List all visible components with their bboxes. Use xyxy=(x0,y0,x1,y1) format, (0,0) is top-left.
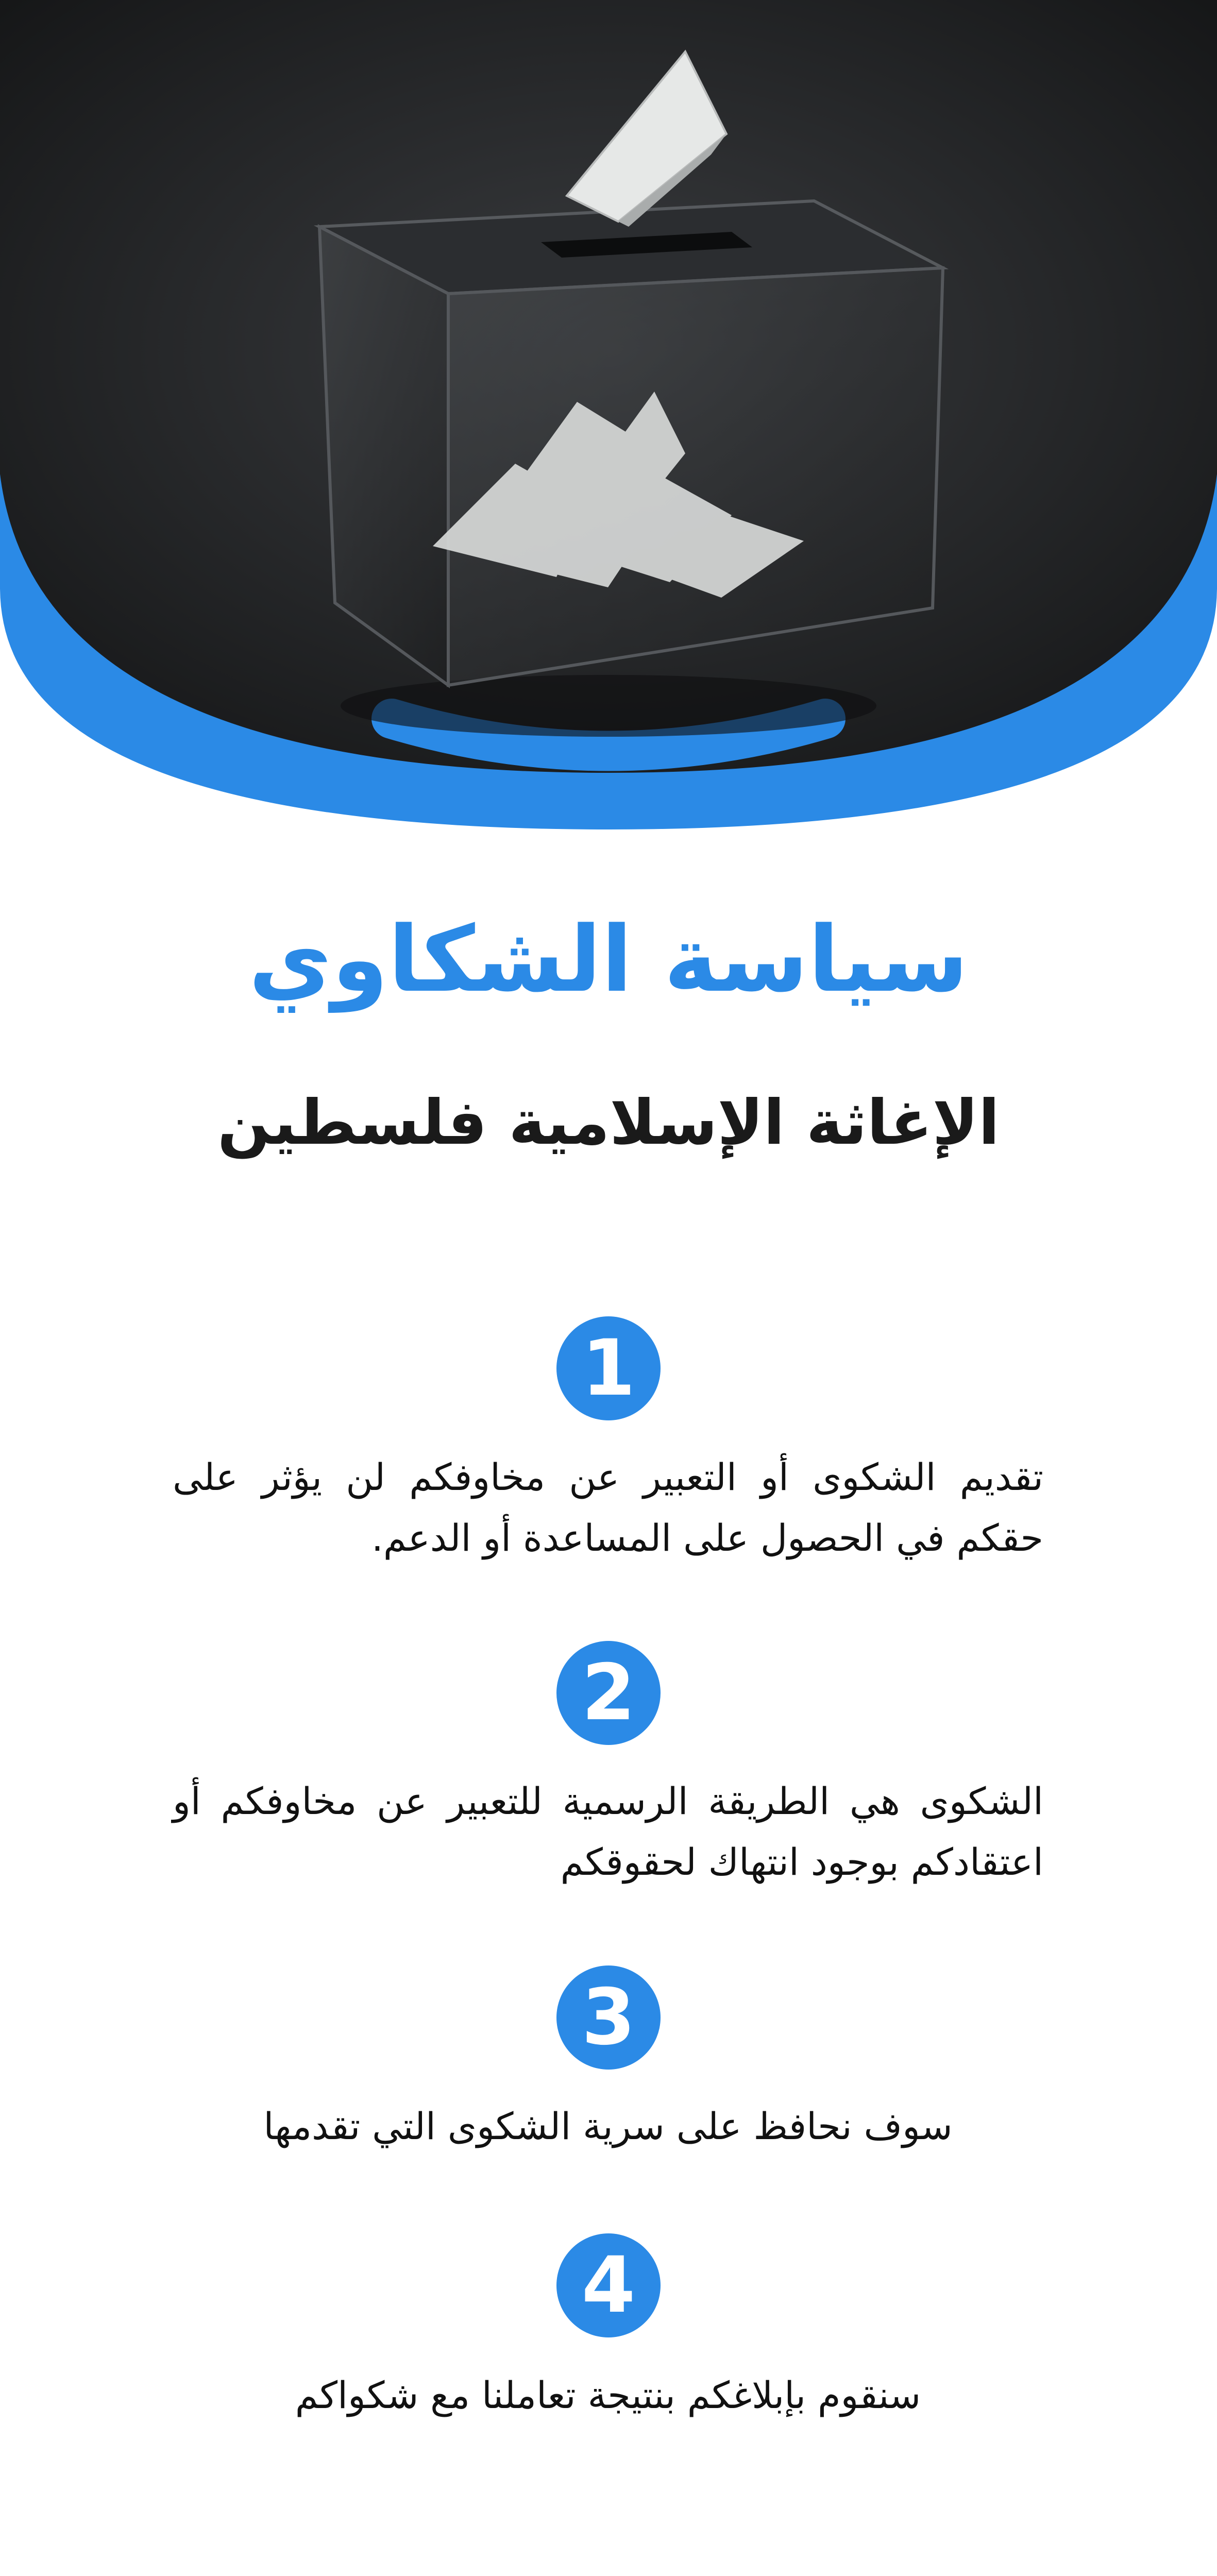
page-title: سياسة الشكاوي xyxy=(248,907,969,1012)
step-4-text: سنقوم بإبلاغكم بنتيجة تعاملنا مع شكواكم xyxy=(295,2374,921,2417)
step-2-text: الشكوى هي الطريقة الرسمية للتعبير عن مخاوفكم أو اعتقادكم بوجود انتهاك لحقوقكم xyxy=(173,1780,1043,1884)
step-3-text: سوف نحافظ على سرية الشكوى التي تقدمها xyxy=(263,2105,953,2148)
page-subtitle: الإغاثة الإسلامية فلسطين xyxy=(217,1087,1000,1159)
hero-banner xyxy=(0,0,1217,835)
step-4-number-badge: 4 xyxy=(556,2233,661,2337)
step-1-number-badge: 1 xyxy=(556,1316,661,1420)
step-2-number-badge: 2 xyxy=(556,1641,661,1745)
step-1-text: تقديم الشكوى أو التعبير عن مخاوفكم لن يؤثر على حقكم في الحصول على المساعدة أو الدعم. xyxy=(173,1455,1043,1560)
ballot-box-illustration xyxy=(0,0,1217,835)
step-3-number-badge: 3 xyxy=(556,1965,661,2070)
